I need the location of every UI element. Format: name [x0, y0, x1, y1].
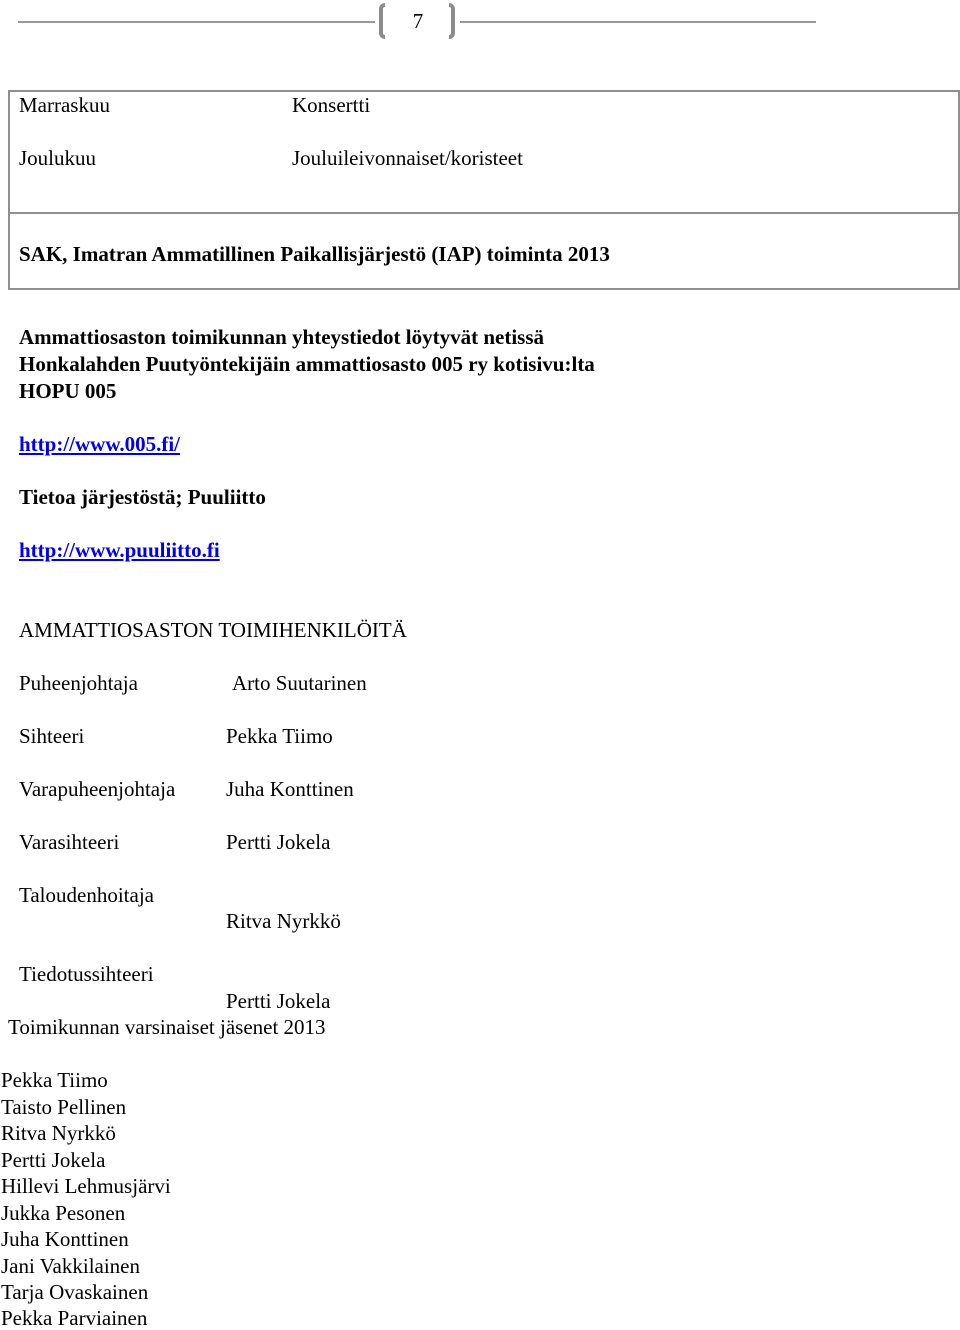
member-name: Jani Vakkilainen	[1, 1254, 141, 1278]
officer-name: Pekka Tiimo	[226, 724, 333, 748]
officer-role: Puheenjohtaja	[19, 671, 138, 695]
page-bracket-left	[379, 3, 385, 39]
officer-role: Varapuheenjohtaja	[19, 777, 176, 801]
schedule-event: Jouluileivonnaiset/koristeet	[292, 146, 523, 170]
header-rule-right	[460, 21, 816, 23]
officers-heading: AMMATTIOSASTON TOIMIHENKILÖITÄ	[19, 618, 407, 642]
member-name: Pekka Tiimo	[1, 1068, 108, 1092]
schedule-month: Joulukuu	[19, 146, 97, 170]
contact-line: Ammattiosaston toimikunnan yhteystiedot löytyvät netissä	[19, 325, 545, 349]
section-title: SAK, Imatran Ammatillinen Paikallisjärjestö (IAP) toiminta 2013	[19, 242, 610, 266]
officer-name: Arto Suutarinen	[232, 671, 367, 695]
officer-name: Juha Konttinen	[226, 777, 354, 801]
officer-role: Sihteeri	[19, 724, 85, 748]
member-name: Juha Konttinen	[1, 1227, 129, 1251]
contact-line: Honkalahden Puutyöntekijäin ammattiosasto 005 ry kotisivu:lta	[19, 352, 595, 376]
info-line: Tietoa järjestöstä; Puuliitto	[19, 485, 266, 509]
schedule-event: Konsertti	[292, 93, 371, 117]
members-heading: Toimikunnan varsinaiset jäsenet 2013	[8, 1015, 326, 1039]
member-name: Tarja Ovaskainen	[1, 1280, 149, 1304]
officer-name: Pertti Jokela	[226, 830, 331, 854]
member-name: Ritva Nyrkkö	[1, 1121, 116, 1145]
member-name: Pekka Parviainen	[1, 1306, 148, 1330]
header-rule-left	[18, 21, 375, 23]
officer-name: Ritva Nyrkkö	[226, 909, 341, 933]
officer-role: Taloudenhoitaja	[19, 883, 154, 907]
member-name: Pertti Jokela	[1, 1148, 106, 1172]
page-bracket-right	[449, 3, 455, 39]
member-name: Jukka Pesonen	[1, 1201, 126, 1225]
page-number: 7	[412, 9, 424, 33]
contact-line: HOPU 005	[19, 379, 117, 403]
officer-role: Tiedotussihteeri	[19, 962, 154, 986]
officer-name: Pertti Jokela	[226, 989, 331, 1013]
officer-role: Varasihteeri	[19, 830, 120, 854]
schedule-month: Marraskuu	[19, 93, 110, 117]
link-puuliitto[interactable]: http://www.puuliitto.fi	[19, 538, 220, 562]
member-name: Taisto Pellinen	[1, 1095, 127, 1119]
link-005[interactable]: http://www.005.fi/	[19, 432, 181, 456]
member-name: Hillevi Lehmusjärvi	[1, 1174, 171, 1198]
